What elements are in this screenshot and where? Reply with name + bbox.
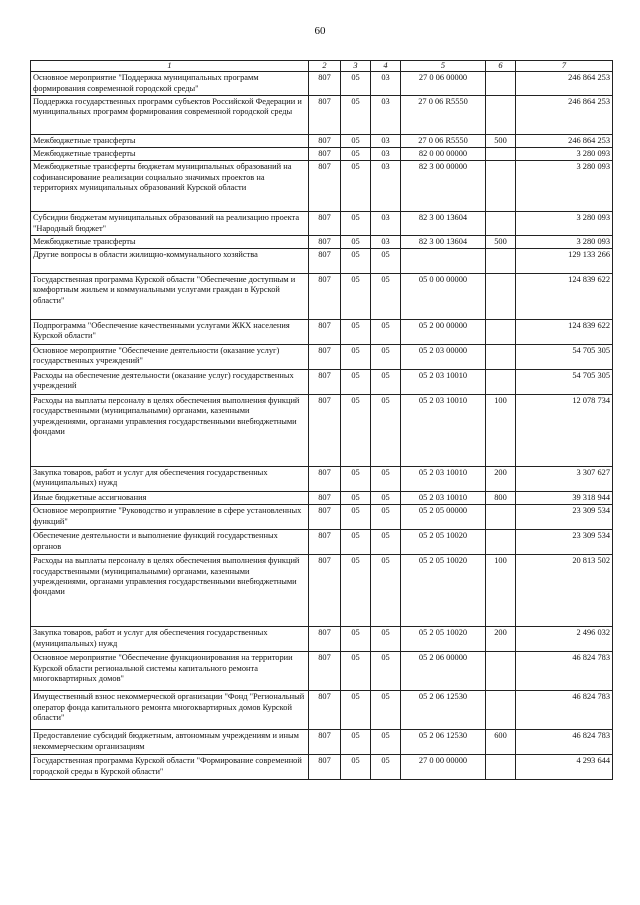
cell-rz: 05: [341, 730, 371, 755]
cell-name: Расходы на выплаты персоналу в целях обеспечения выполнения функций государственными (муниципальными) органами, казенными учреждениями, органами управления государственными внебюджетными фондами: [31, 395, 309, 467]
table-row: [31, 148, 613, 161]
cell-sum: 54 705 305: [516, 345, 613, 370]
cell-vr: [486, 95, 516, 134]
cell-csr: 05 2 05 10020: [401, 627, 486, 652]
cell-rz: 05: [341, 134, 371, 147]
cell-rz: 05: [341, 652, 371, 691]
cell-ved: 807: [309, 652, 341, 691]
cell-ved: 807: [309, 691, 341, 730]
table-row: [31, 72, 613, 96]
cell-name: Закупка товаров, работ и услуг для обеспечения государственных (муниципальных) нужд: [31, 627, 309, 652]
cell-ved: 807: [309, 492, 341, 505]
cell-name: Расходы на выплаты персоналу в целях обеспечения выполнения функций государственными (муниципальными) органами, казенными учреждениями, органами управления государственными внебюджетными фондами: [31, 555, 309, 627]
cell-name: Обеспечение деятельности и выполнение функций государственных органов: [31, 530, 309, 555]
cell-pr: 05: [371, 555, 401, 627]
header-col-2: 2: [309, 61, 341, 72]
cell-rz: 05: [341, 235, 371, 248]
table-row: [31, 492, 613, 505]
cell-csr: 27 0 06 R5550: [401, 134, 486, 147]
cell-rz: 05: [341, 212, 371, 236]
cell-sum: 3 280 093: [516, 212, 613, 236]
cell-csr: 05 2 03 10010: [401, 467, 486, 492]
cell-ved: 807: [309, 627, 341, 652]
cell-vr: 100: [486, 395, 516, 467]
cell-csr: 82 3 00 13604: [401, 212, 486, 236]
cell-vr: [486, 652, 516, 691]
cell-csr: 05 2 03 10010: [401, 395, 486, 467]
cell-ved: 807: [309, 249, 341, 274]
cell-vr: [486, 505, 516, 530]
cell-vr: [486, 148, 516, 161]
cell-name: Иные бюджетные ассигнования: [31, 492, 309, 505]
table-row: [31, 555, 613, 627]
cell-ved: 807: [309, 467, 341, 492]
cell-pr: 03: [371, 134, 401, 147]
cell-sum: 3 307 627: [516, 467, 613, 492]
table-row: [31, 212, 613, 236]
cell-sum: 129 133 266: [516, 249, 613, 274]
budget-table: [30, 60, 613, 780]
cell-csr: 05 2 00 00000: [401, 320, 486, 345]
cell-csr: 05 2 05 00000: [401, 505, 486, 530]
cell-vr: [486, 320, 516, 345]
cell-ved: 807: [309, 755, 341, 780]
cell-vr: [486, 274, 516, 320]
cell-vr: 200: [486, 467, 516, 492]
cell-ved: 807: [309, 235, 341, 248]
cell-ved: 807: [309, 530, 341, 555]
cell-vr: 500: [486, 134, 516, 147]
cell-sum: 246 864 253: [516, 134, 613, 147]
cell-pr: 05: [371, 492, 401, 505]
cell-name: Государственная программа Курской области "Формирование современной городской среды в Курской области": [31, 755, 309, 780]
cell-ved: 807: [309, 505, 341, 530]
cell-csr: 05 2 03 00000: [401, 345, 486, 370]
table-row: [31, 691, 613, 730]
table-row: [31, 161, 613, 212]
cell-rz: 05: [341, 492, 371, 505]
cell-ved: 807: [309, 161, 341, 212]
cell-name: Подпрограмма "Обеспечение качественными услугами ЖКХ населения Курской области": [31, 320, 309, 345]
table-row: [31, 320, 613, 345]
cell-pr: 05: [371, 467, 401, 492]
cell-sum: 4 293 644: [516, 755, 613, 780]
cell-name: Поддержка государственных программ субъектов Российской Федерации и муниципальных программ формирования современной городской среды: [31, 95, 309, 134]
cell-rz: 05: [341, 95, 371, 134]
cell-ved: 807: [309, 370, 341, 395]
cell-sum: 54 705 305: [516, 370, 613, 395]
cell-ved: 807: [309, 274, 341, 320]
cell-name: Основное мероприятие "Поддержка муниципальных программ формирования современной городской среды": [31, 72, 309, 96]
cell-sum: 20 813 502: [516, 555, 613, 627]
cell-ved: 807: [309, 555, 341, 627]
cell-name: Межбюджетные трансферты: [31, 235, 309, 248]
cell-sum: 39 318 944: [516, 492, 613, 505]
table-row: [31, 530, 613, 555]
cell-rz: 05: [341, 274, 371, 320]
cell-rz: 05: [341, 555, 371, 627]
cell-csr: [401, 249, 486, 274]
cell-ved: 807: [309, 134, 341, 147]
cell-pr: 05: [371, 395, 401, 467]
cell-vr: 800: [486, 492, 516, 505]
cell-csr: 05 2 06 12530: [401, 691, 486, 730]
cell-pr: 05: [371, 249, 401, 274]
table-row: [31, 249, 613, 274]
cell-csr: 05 2 06 12530: [401, 730, 486, 755]
table-row: [31, 730, 613, 755]
cell-sum: 246 864 253: [516, 95, 613, 134]
header-col-1: 1: [31, 61, 309, 72]
cell-vr: [486, 212, 516, 236]
table-row: [31, 345, 613, 370]
cell-csr: 82 3 00 00000: [401, 161, 486, 212]
cell-pr: 05: [371, 627, 401, 652]
table-row: [31, 652, 613, 691]
table-row: [31, 274, 613, 320]
cell-rz: 05: [341, 249, 371, 274]
cell-vr: 600: [486, 730, 516, 755]
cell-name: Расходы на обеспечение деятельности (оказание услуг) государственных учреждений: [31, 370, 309, 395]
cell-rz: 05: [341, 395, 371, 467]
cell-name: Субсидии бюджетам муниципальных образований на реализацию проекта "Народный бюджет": [31, 212, 309, 236]
cell-pr: 05: [371, 652, 401, 691]
cell-sum: 2 496 032: [516, 627, 613, 652]
cell-ved: 807: [309, 395, 341, 467]
cell-vr: [486, 530, 516, 555]
cell-sum: 12 078 734: [516, 395, 613, 467]
cell-ved: 807: [309, 345, 341, 370]
cell-pr: 05: [371, 274, 401, 320]
cell-name: Закупка товаров, работ и услуг для обеспечения государственных (муниципальных) нужд: [31, 467, 309, 492]
cell-name: Другие вопросы в области жилищно-коммунального хозяйства: [31, 249, 309, 274]
cell-rz: 05: [341, 505, 371, 530]
cell-name: Межбюджетные трансферты: [31, 134, 309, 147]
table-row: [31, 370, 613, 395]
cell-sum: 46 824 783: [516, 730, 613, 755]
cell-ved: 807: [309, 212, 341, 236]
cell-rz: 05: [341, 345, 371, 370]
cell-name: Государственная программа Курской области "Обеспечение доступным и комфортным жильем и коммунальными услугами граждан в Курской области": [31, 274, 309, 320]
cell-sum: 46 824 783: [516, 691, 613, 730]
table-row: [31, 755, 613, 780]
header-col-3: 3: [341, 61, 371, 72]
cell-pr: 05: [371, 370, 401, 395]
table-row: [31, 134, 613, 147]
cell-csr: 27 0 06 R5550: [401, 95, 486, 134]
cell-ved: 807: [309, 95, 341, 134]
cell-name: Предоставление субсидий бюджетным, автономным учреждениям и иным некоммерческим организациям: [31, 730, 309, 755]
cell-sum: 3 280 093: [516, 235, 613, 248]
cell-rz: 05: [341, 370, 371, 395]
cell-sum: 46 824 783: [516, 652, 613, 691]
cell-ved: 807: [309, 148, 341, 161]
cell-vr: 100: [486, 555, 516, 627]
cell-csr: 27 0 00 00000: [401, 755, 486, 780]
header-col-6: 6: [486, 61, 516, 72]
page-number: 60: [314, 25, 326, 37]
cell-rz: 05: [341, 755, 371, 780]
table-row: [31, 467, 613, 492]
cell-pr: 03: [371, 148, 401, 161]
cell-name: Основное мероприятие "Обеспечение деятельности (оказание услуг) государственных учреждений": [31, 345, 309, 370]
cell-pr: 03: [371, 212, 401, 236]
cell-rz: 05: [341, 320, 371, 345]
cell-pr: 03: [371, 95, 401, 134]
header-col-4: 4: [371, 61, 401, 72]
cell-csr: 05 2 03 10010: [401, 492, 486, 505]
cell-csr: 05 2 03 10010: [401, 370, 486, 395]
cell-pr: 05: [371, 691, 401, 730]
cell-rz: 05: [341, 161, 371, 212]
cell-name: Межбюджетные трансферты бюджетам муниципальных образований на софинансирование реализации социально значимых проектов на территориях муниципальных образований Курской области: [31, 161, 309, 212]
cell-name: Имущественный взнос некоммерческой организации "Фонд "Региональный оператор фонда капитального ремонта многоквартирных домов Курской области": [31, 691, 309, 730]
cell-rz: 05: [341, 530, 371, 555]
cell-sum: 124 839 622: [516, 320, 613, 345]
cell-csr: 82 3 00 13604: [401, 235, 486, 248]
cell-pr: 05: [371, 505, 401, 530]
cell-rz: 05: [341, 691, 371, 730]
cell-pr: 03: [371, 161, 401, 212]
cell-csr: 05 2 06 00000: [401, 652, 486, 691]
cell-csr: 27 0 06 00000: [401, 72, 486, 96]
cell-csr: 05 0 00 00000: [401, 274, 486, 320]
cell-sum: 246 864 253: [516, 72, 613, 96]
cell-csr: 05 2 05 10020: [401, 530, 486, 555]
cell-ved: 807: [309, 730, 341, 755]
cell-pr: 05: [371, 320, 401, 345]
cell-sum: 3 280 093: [516, 148, 613, 161]
cell-sum: 3 280 093: [516, 161, 613, 212]
cell-pr: 05: [371, 345, 401, 370]
cell-pr: 05: [371, 530, 401, 555]
cell-pr: 03: [371, 235, 401, 248]
cell-csr: 82 0 00 00000: [401, 148, 486, 161]
table-header-row: [31, 61, 613, 72]
cell-rz: 05: [341, 627, 371, 652]
table-row: [31, 395, 613, 467]
header-col-5: 5: [401, 61, 486, 72]
cell-pr: 05: [371, 755, 401, 780]
cell-ved: 807: [309, 72, 341, 96]
cell-vr: [486, 370, 516, 395]
cell-vr: [486, 755, 516, 780]
cell-rz: 05: [341, 467, 371, 492]
cell-ved: 807: [309, 320, 341, 345]
cell-name: Основное мероприятие "Руководство и управление в сфере установленных функций": [31, 505, 309, 530]
table-row: [31, 235, 613, 248]
cell-vr: [486, 161, 516, 212]
table-row: [31, 95, 613, 134]
cell-vr: [486, 691, 516, 730]
table-row: [31, 505, 613, 530]
cell-pr: 05: [371, 730, 401, 755]
cell-name: Межбюджетные трансферты: [31, 148, 309, 161]
cell-name: Основное мероприятие "Обеспечение функционирования на территории Курской области региональной системы капитального ремонта многоквартирных домов": [31, 652, 309, 691]
cell-rz: 05: [341, 148, 371, 161]
cell-vr: 200: [486, 627, 516, 652]
cell-rz: 05: [341, 72, 371, 96]
cell-pr: 03: [371, 72, 401, 96]
header-col-7: 7: [516, 61, 613, 72]
cell-csr: 05 2 05 10020: [401, 555, 486, 627]
cell-sum: 124 839 622: [516, 274, 613, 320]
cell-vr: 500: [486, 235, 516, 248]
table-row: [31, 627, 613, 652]
cell-sum: 23 309 534: [516, 530, 613, 555]
cell-vr: [486, 345, 516, 370]
cell-sum: 23 309 534: [516, 505, 613, 530]
cell-vr: [486, 249, 516, 274]
cell-vr: [486, 72, 516, 96]
